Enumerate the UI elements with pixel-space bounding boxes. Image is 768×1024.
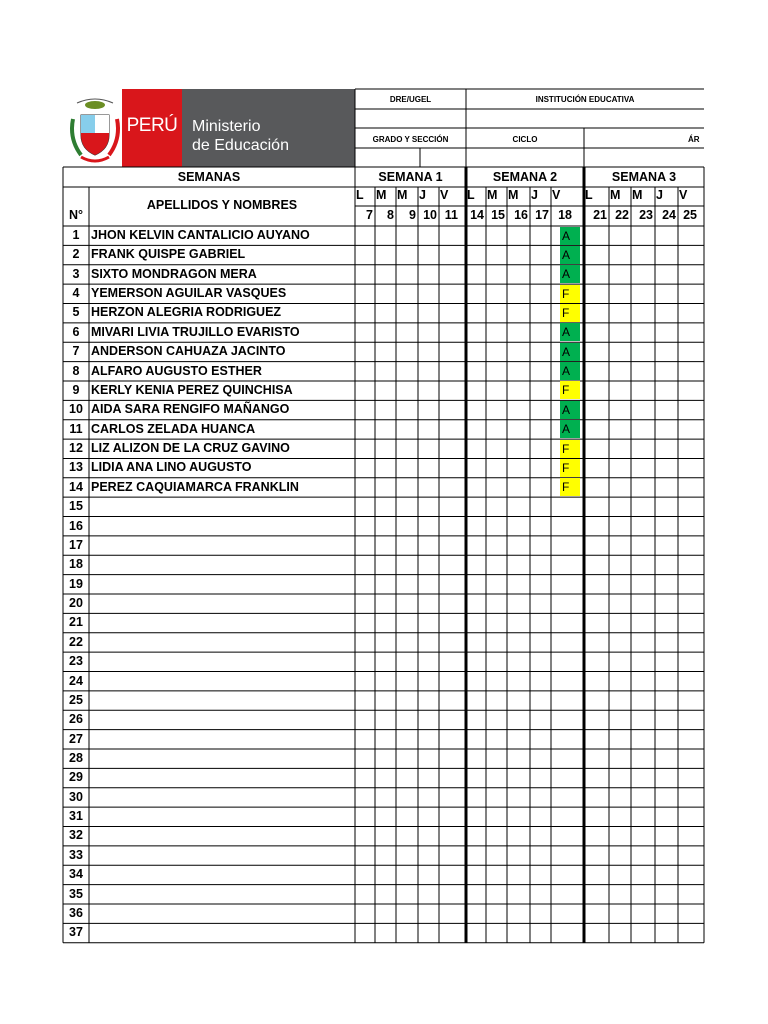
row-number: 17: [69, 537, 83, 552]
logo-country-text: PERÚ: [126, 115, 178, 136]
attendance-mark[interactable]: A: [560, 265, 580, 283]
row-number: 37: [69, 925, 83, 940]
row-number: 33: [69, 847, 83, 862]
student-name[interactable]: JHON KELVIN CANTALICIO AUYANO: [91, 228, 310, 242]
attendance-mark[interactable]: F: [560, 304, 580, 322]
student-name[interactable]: MIVARI LIVIA TRUJILLO EVARISTO: [91, 324, 300, 339]
dre-ugel-label: DRE/UGEL: [389, 95, 432, 104]
grado-seccion-label: GRADO Y SECCIÓN: [372, 135, 449, 144]
day-date: 11: [444, 208, 458, 222]
day-date: 25: [683, 208, 697, 222]
row-number: 24: [69, 673, 83, 688]
row-number: 22: [69, 634, 83, 649]
row-number: 35: [69, 886, 83, 901]
row-number: 28: [69, 750, 83, 765]
row-number: 15: [69, 499, 83, 514]
day-date: 22: [615, 208, 629, 222]
row-number: 14: [69, 479, 83, 494]
day-date: 24: [662, 208, 676, 222]
row-number: 16: [69, 518, 83, 533]
ciclo-label: CICLO: [512, 135, 538, 144]
attendance-mark[interactable]: F: [560, 381, 580, 399]
day-letter: M: [610, 188, 621, 202]
attendance-mark[interactable]: F: [560, 285, 580, 303]
row-number: 13: [69, 460, 83, 475]
row-number: 25: [69, 692, 83, 707]
student-name[interactable]: LIDIA ANA LINO AUGUSTO: [91, 460, 252, 475]
day-letter: V: [552, 188, 561, 202]
day-date: 16: [514, 208, 528, 222]
day-date: 18: [558, 208, 572, 222]
week-title: SEMANA 1: [378, 170, 443, 184]
day-letter: M: [632, 188, 643, 202]
row-number: 6: [72, 324, 80, 339]
row-number: 9: [72, 382, 80, 397]
day-date: 8: [387, 208, 394, 222]
day-letter: M: [487, 188, 498, 202]
row-number: 21: [69, 615, 83, 630]
student-name[interactable]: AIDA SARA RENGIFO MAÑANGO: [91, 402, 290, 417]
row-number: 20: [69, 596, 83, 611]
attendance-mark[interactable]: F: [560, 478, 580, 496]
attendance-mark[interactable]: A: [560, 323, 580, 341]
row-number: 4: [72, 286, 80, 301]
attendance-mark[interactable]: A: [560, 401, 580, 419]
row-number: 29: [69, 770, 83, 785]
attendance-mark[interactable]: A: [560, 343, 580, 361]
row-number: 2: [72, 247, 80, 262]
row-number: 8: [72, 363, 80, 378]
names-header: APELLIDOS Y NOMBRES: [146, 198, 298, 212]
row-number: 27: [69, 731, 83, 746]
student-name[interactable]: SIXTO MONDRAGON MERA: [91, 266, 257, 281]
number-header: N°: [68, 208, 84, 222]
attendance-mark[interactable]: A: [560, 362, 580, 380]
row-number: 19: [69, 576, 83, 591]
row-number: 10: [69, 402, 83, 417]
day-letter: J: [419, 188, 426, 202]
row-number: 3: [72, 266, 80, 281]
student-name[interactable]: KERLY KENIA PEREZ QUINCHISA: [91, 382, 293, 397]
student-name[interactable]: CARLOS ZELADA HUANCA: [91, 421, 256, 436]
student-name[interactable]: ALFARO AUGUSTO ESTHER: [91, 363, 262, 378]
day-date: 23: [639, 208, 653, 222]
day-letter: J: [531, 188, 538, 202]
attendance-mark[interactable]: A: [560, 227, 580, 245]
week-title: SEMANA 3: [611, 170, 677, 184]
attendance-mark[interactable]: A: [560, 420, 580, 438]
logo-ministry-line1: Ministerio: [192, 118, 261, 135]
row-number: 23: [69, 654, 83, 669]
row-number: 11: [69, 421, 83, 436]
day-letter: J: [656, 188, 663, 202]
day-date: 10: [423, 208, 437, 222]
row-number: 5: [72, 305, 80, 320]
student-name[interactable]: ANDERSON CAHUAZA JACINTO: [91, 344, 286, 359]
row-number: 32: [69, 828, 83, 843]
student-name[interactable]: YEMERSON AGUILAR VASQUES: [91, 286, 287, 301]
student-name[interactable]: PEREZ CAQUIAMARCA FRANKLIN: [91, 479, 299, 494]
institucion-label: INSTITUCIÓN EDUCATIVA: [535, 95, 635, 104]
row-number: 31: [69, 809, 83, 824]
day-date: 17: [535, 208, 549, 222]
student-name[interactable]: LIZ ALIZON DE LA CRUZ GAVINO: [91, 441, 290, 456]
day-letter: M: [508, 188, 519, 202]
area-label: ÁR: [688, 135, 700, 144]
row-number: 36: [69, 905, 83, 920]
day-letter: L: [467, 188, 475, 202]
row-number: 7: [72, 344, 80, 359]
week-title: SEMANA 2: [492, 170, 558, 184]
day-date: 14: [470, 208, 484, 222]
attendance-mark[interactable]: F: [560, 440, 580, 458]
day-letter: M: [397, 188, 408, 202]
student-name[interactable]: HERZON ALEGRIA RODRIGUEZ: [91, 305, 282, 320]
semanas-label: SEMANAS: [177, 170, 241, 184]
attendance-mark[interactable]: A: [560, 246, 580, 264]
logo-ministry-line2: de Educación: [192, 137, 289, 154]
day-letter: L: [585, 188, 593, 202]
day-date: 9: [409, 208, 416, 222]
attendance-mark[interactable]: F: [560, 459, 580, 477]
row-number: 12: [69, 441, 83, 456]
student-name[interactable]: FRANK QUISPE GABRIEL: [91, 247, 246, 262]
day-date: 15: [491, 208, 505, 222]
day-letter: L: [356, 188, 364, 202]
day-letter: V: [679, 188, 688, 202]
day-letter: V: [440, 188, 449, 202]
row-number: 1: [72, 228, 80, 242]
day-letter: M: [376, 188, 387, 202]
row-number: 34: [69, 867, 83, 882]
day-date: 21: [593, 208, 607, 222]
row-number: 26: [69, 712, 83, 727]
row-number: 18: [69, 557, 83, 572]
row-number: 30: [69, 789, 83, 804]
day-date: 7: [366, 208, 373, 222]
